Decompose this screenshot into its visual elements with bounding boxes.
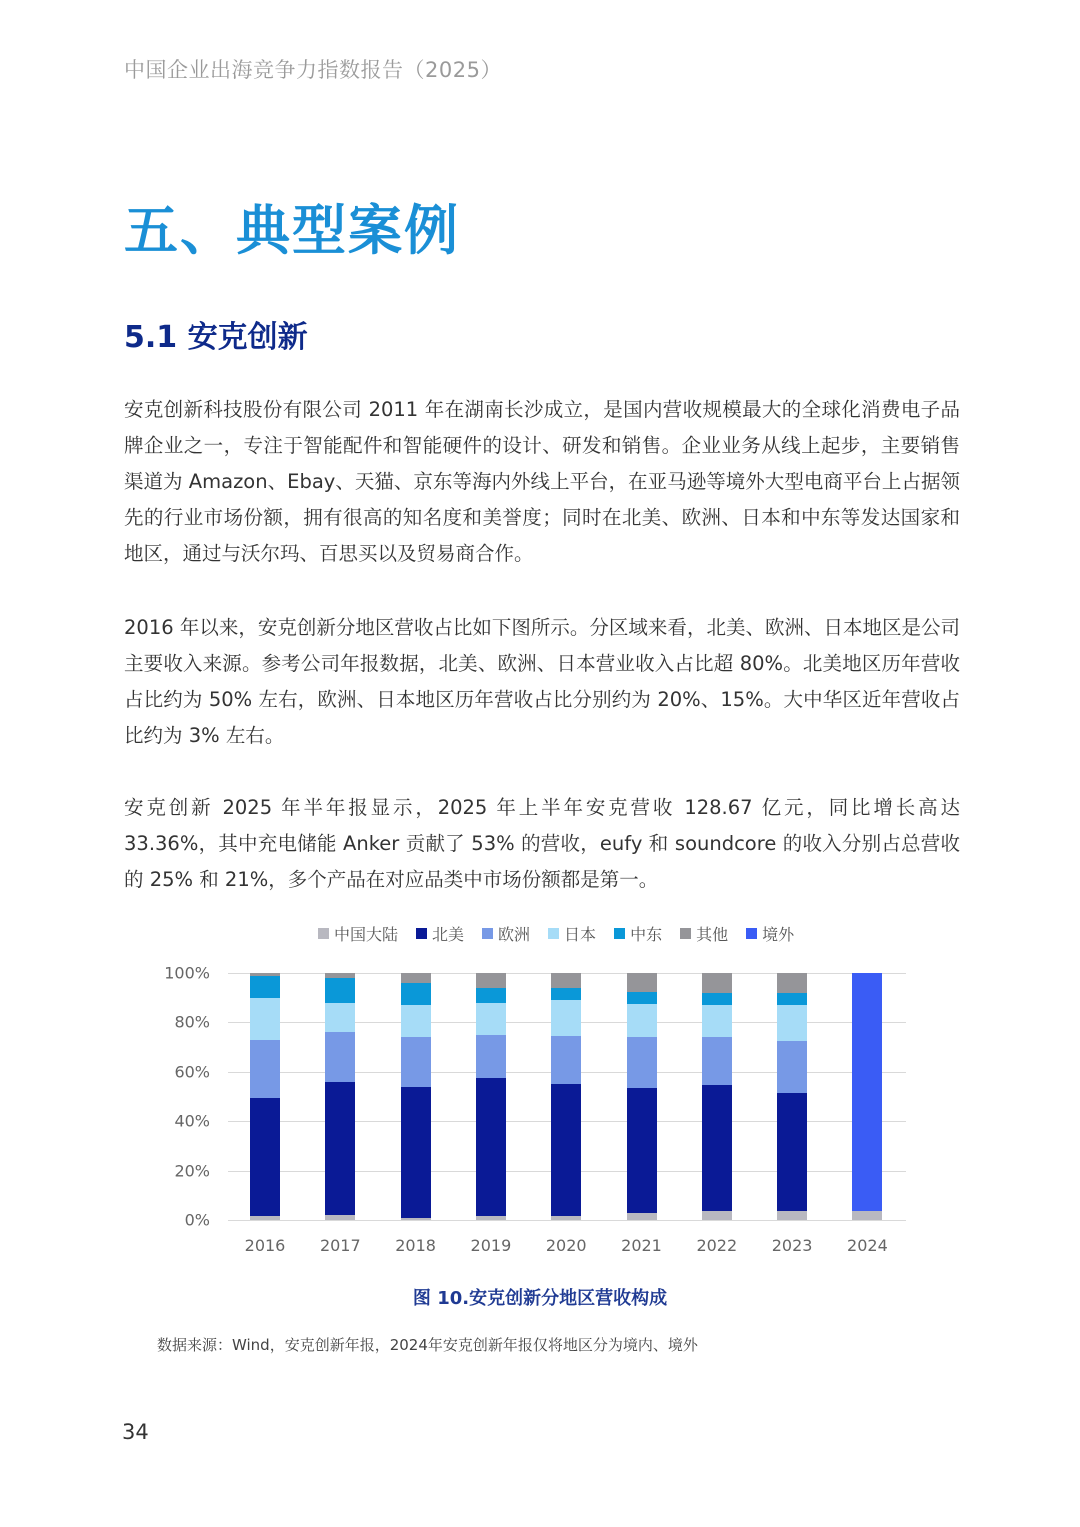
bar-segment: [476, 1003, 506, 1035]
x-axis-tick: 2019: [470, 1236, 512, 1255]
bar-2023: [777, 973, 807, 1220]
paragraph-2025-results: 安克创新 2025 年半年报显示，2025 年上半年安克营收 128.67 亿元，同比增长高达 33.36%，其中充电储能 Anker 贡献了 53% 的营收，eufy 和 soundcore 的收入分别占总营收的 25% 和 21%，多个产品在对应品类中市场份额都是第一。: [124, 796, 960, 891]
bar-2016: [250, 973, 280, 1220]
bar-2019: [476, 973, 506, 1220]
figure-caption: 图 10.安克创新分地区营收构成: [412, 1288, 668, 1309]
bar-segment: [476, 973, 506, 988]
legend-label: 日本: [564, 925, 597, 944]
y-axis-tick: 40%: [174, 1111, 210, 1131]
legend-swatch-icon: [614, 928, 625, 939]
bar-segment: [627, 1004, 657, 1037]
data-source-note: 数据来源：Wind，安克创新年报，2024年安克创新年报仅将地区分为境内、境外: [157, 1336, 698, 1354]
legend-item: [482, 922, 530, 945]
y-axis-tick: 100%: [164, 963, 210, 983]
bar-segment: [627, 1037, 657, 1088]
x-axis-tick: 2021: [621, 1236, 662, 1255]
bar-segment: [551, 1084, 581, 1216]
chapter-title: 五、典型案例: [124, 199, 460, 262]
legend-label: 中东: [630, 925, 663, 944]
legend-swatch-icon: [548, 928, 559, 939]
bar-segment: [476, 1216, 506, 1220]
bar-segment: [852, 1211, 882, 1220]
bar-segment: [702, 1085, 732, 1211]
bar-2024: [852, 973, 882, 1220]
x-axis-tick: 2017: [319, 1236, 361, 1255]
bar-segment: [325, 978, 355, 1003]
legend-label: 其他: [696, 925, 729, 944]
bar-segment: [325, 1082, 355, 1215]
bar-segment: [325, 1215, 355, 1220]
bar-2020: [551, 973, 581, 1220]
legend-swatch-icon: [416, 928, 427, 939]
bar-2017: [325, 973, 355, 1220]
x-axis-tick: 2022: [696, 1236, 738, 1255]
stacked-bar-chart: [160, 960, 920, 1260]
legend-swatch-icon: [482, 928, 493, 939]
bar-segment: [250, 1216, 280, 1220]
y-axis-tick: 20%: [174, 1161, 210, 1181]
legend-label: 北美: [432, 925, 465, 944]
bar-segment: [401, 1087, 431, 1218]
legend-swatch-icon: [680, 928, 691, 939]
legend-label: 欧洲: [498, 925, 531, 944]
bar-segment: [852, 973, 882, 1211]
x-axis-tick: 2023: [771, 1236, 813, 1255]
x-axis-tick: 2024: [847, 1236, 888, 1255]
legend-item: [614, 922, 662, 945]
bar-segment: [777, 1093, 807, 1212]
bar-segment: [325, 1003, 355, 1033]
bar-segment: [777, 1211, 807, 1220]
legend-item: [680, 922, 728, 945]
legend-item: [548, 922, 596, 945]
bar-segment: [627, 973, 657, 992]
y-axis-tick: 60%: [174, 1062, 210, 1082]
bar-segment: [401, 973, 431, 983]
section-title: 5.1 安克创新: [124, 320, 308, 355]
bar-segment: [250, 998, 280, 1040]
legend-label: 境外: [762, 925, 795, 944]
legend-swatch-icon: [746, 928, 757, 939]
legend-item: [416, 922, 464, 945]
legend-label: 中国大陆: [334, 925, 399, 944]
bar-2022: [702, 973, 732, 1220]
bar-segment: [551, 1216, 581, 1220]
bar-segment: [777, 973, 807, 993]
bar-segment: [401, 1005, 431, 1037]
bar-2018: [401, 973, 431, 1220]
bar-segment: [702, 1211, 732, 1220]
y-axis-tick: 80%: [174, 1012, 210, 1032]
bar-segment: [250, 976, 280, 998]
bar-segment: [476, 988, 506, 1003]
x-axis-tick: 2018: [395, 1236, 436, 1255]
bar-segment: [401, 1037, 431, 1086]
bar-segment: [702, 1037, 732, 1085]
bar-segment: [250, 1040, 280, 1098]
bar-segment: [551, 988, 581, 1000]
bar-segment: [250, 1098, 280, 1217]
running-header: 中国企业出海竞争力指数报告（2025）: [124, 58, 502, 82]
bar-segment: [476, 1035, 506, 1078]
bar-segment: [627, 992, 657, 1004]
page-number: 34: [122, 1420, 149, 1444]
bar-segment: [551, 1036, 581, 1084]
bar-segment: [627, 1213, 657, 1220]
bar-segment: [777, 1041, 807, 1093]
x-axis-tick: 2020: [545, 1236, 587, 1255]
bar-2021: [627, 973, 657, 1220]
bar-segment: [551, 1000, 581, 1036]
gridline: [228, 1220, 906, 1221]
legend-swatch-icon: [318, 928, 329, 939]
paragraph-company-intro: 安克创新科技股份有限公司 2011 年在湖南长沙成立，是国内营收规模最大的全球化消费电子品牌企业之一，专注于智能配件和智能硬件的设计、研发和销售。企业业务从线上起步，主要销售渠道为 Amazon、Ebay、天猫、京东等海内外线上平台，在亚马逊等境外大型电商平台上占据领先的行业市场份额，拥有很高的知名度和美誉度；同时在北美、欧洲、日本和中东等发达国家和地区，通过与沃尔玛、百思买以及贸易商合作。: [124, 398, 960, 565]
chart-legend: [318, 922, 794, 945]
x-axis-tick: 2016: [244, 1236, 286, 1255]
bar-segment: [702, 1005, 732, 1037]
legend-item: [746, 922, 794, 945]
bar-segment: [702, 973, 732, 993]
bar-segment: [401, 983, 431, 1005]
y-axis-tick: 0%: [184, 1210, 210, 1230]
bar-segment: [777, 1005, 807, 1041]
bar-segment: [702, 993, 732, 1005]
bar-segment: [325, 1032, 355, 1081]
bar-segment: [777, 993, 807, 1005]
paragraph-regional-revenue: 2016 年以来，安克创新分地区营收占比如下图所示。分区域来看，北美、欧洲、日本地区是公司主要收入来源。参考公司年报数据，北美、欧洲、日本营业收入占比超 80%。北美地区历年营收占比约为 50% 左右，欧洲、日本地区历年营收占比分别约为 20%、15%。大中华区近年营收占比约为 3% 左右。: [124, 616, 960, 747]
legend-item: [318, 922, 398, 945]
bar-segment: [551, 973, 581, 988]
bar-segment: [627, 1088, 657, 1213]
bar-segment: [476, 1078, 506, 1216]
bar-segment: [401, 1218, 431, 1220]
